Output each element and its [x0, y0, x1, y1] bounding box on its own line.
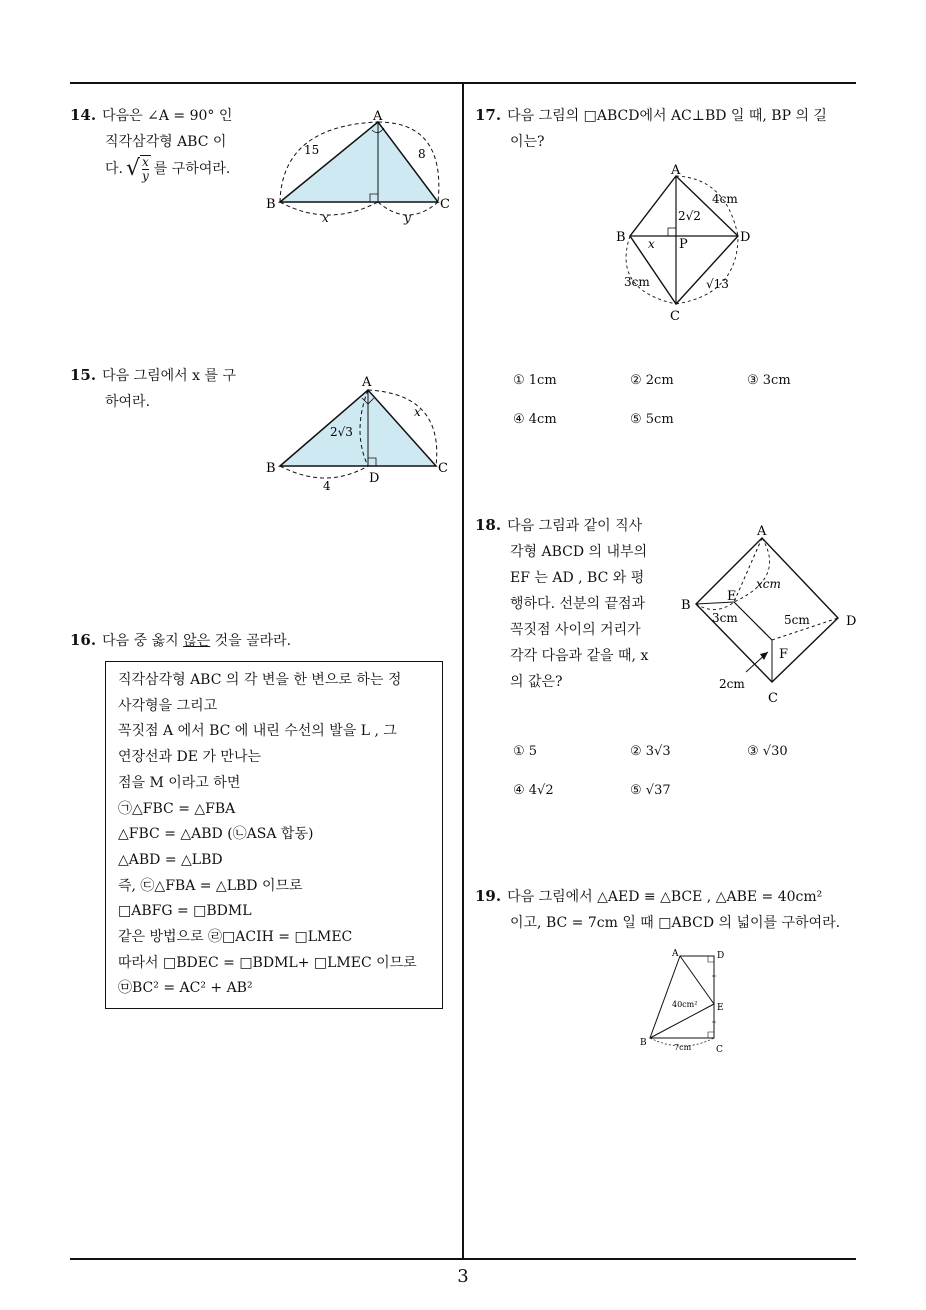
question-17	[475, 102, 865, 155]
proof-line: 직각삼각형 ABC 의 각 변을 한 변으로 하는 정	[118, 672, 402, 688]
label-A: A	[671, 163, 681, 178]
label-2cm: 2cm	[719, 677, 745, 691]
question-number: 16.	[70, 631, 97, 649]
label-C: C	[440, 197, 450, 212]
proof-line: △ABD = △LBD	[118, 851, 223, 868]
label-7cm: 7cm	[674, 1043, 692, 1052]
label-P: P	[679, 237, 688, 252]
q18-line: 행하다. 선분의 끝점과	[510, 596, 646, 612]
proof-line: □ABFG = □BDML	[118, 903, 252, 920]
q16-text-pre: 다음 중 옳지	[102, 633, 184, 649]
choice-4[interactable]: ④ 4cm	[513, 412, 557, 427]
label-A: A	[362, 375, 372, 390]
label-B: B	[266, 197, 276, 212]
label-C: C	[438, 461, 448, 476]
choice-2[interactable]: ② 3√3	[630, 744, 671, 759]
question-14	[70, 102, 260, 183]
choice-5[interactable]: ⑤ 5cm	[630, 412, 674, 427]
proof-line: △FBC = △ABD (㉡ASA 합동)	[118, 826, 314, 843]
question-15	[70, 362, 260, 415]
q14-triangle-figure	[262, 108, 462, 228]
label-4: 4	[323, 479, 331, 493]
q17-line2: 이는?	[510, 134, 545, 150]
choice-1[interactable]: ① 5	[513, 744, 538, 759]
label-C: C	[768, 691, 778, 706]
label-15: 15	[304, 143, 320, 157]
choice-3[interactable]: ③ 3cm	[747, 373, 791, 388]
q15-line1: 다음 그림에서 x 를 구	[102, 368, 236, 384]
choice-2[interactable]: ② 2cm	[630, 373, 674, 388]
label-x: x	[322, 211, 329, 225]
choice-5[interactable]: ⑤ √37	[630, 783, 671, 798]
label-5cm: 5cm	[784, 613, 810, 627]
page-number: 3	[457, 1266, 469, 1287]
label-D: D	[740, 230, 751, 245]
label-D: D	[846, 614, 857, 629]
question-number: 14.	[70, 106, 97, 124]
q18-line: 의 값은?	[510, 674, 563, 690]
label-F: F	[779, 647, 789, 662]
proof-line: 따라서 □BDEC = □BDML+ □LMEC 이므로	[118, 954, 417, 971]
frac-bot: y	[142, 169, 149, 183]
q18-line: 꼭짓점 사이의 거리가	[510, 622, 641, 638]
q16-text-under: 않은	[183, 633, 211, 649]
q18-line: 다음 그림과 같이 직사	[507, 518, 643, 534]
label-3cm: 3cm	[712, 611, 738, 625]
q14-line1: 다음은 ∠A = 90° 인	[102, 108, 233, 124]
q15-line2: 하여라.	[105, 394, 151, 410]
label-D: D	[717, 951, 725, 961]
q18-line: 각형 ABCD 의 내부의	[510, 544, 648, 560]
q18-line: 각각 다음과 같을 때, x	[510, 648, 649, 664]
frac-top: x	[142, 155, 149, 169]
sqrt-frac: √ x y	[125, 155, 149, 183]
label-y: y	[404, 211, 411, 225]
question-16	[70, 627, 450, 654]
label-E: E	[727, 589, 737, 604]
q19-line2: 이고, BC = 7cm 일 때 □ABCD 의 넓이를 구하여라.	[510, 915, 841, 931]
question-number: 15.	[70, 366, 97, 384]
question-number: 19.	[475, 887, 502, 905]
label-E: E	[717, 1003, 724, 1013]
label-area: 40cm²	[672, 1000, 698, 1009]
question-number: 18.	[475, 516, 502, 534]
label-D: D	[369, 471, 380, 486]
q18-rectangle-figure	[676, 518, 866, 710]
label-x: x	[414, 405, 421, 419]
q19-line1: 다음 그림에서 △AED ≡ △BCE , △ABE = 40cm²	[507, 889, 823, 905]
label-C: C	[670, 309, 680, 324]
choice-4[interactable]: ④ 4√2	[513, 783, 554, 798]
proof-line: 연장선과 DE 가 만나는	[118, 749, 261, 766]
q17-line1: 다음 그림의 □ABCD에서 AC⊥BD 일 때, BP 의 길	[507, 108, 827, 124]
proof-line: ㉤BC² = AC² + AB²	[118, 980, 253, 997]
label-root13: √13	[706, 277, 729, 291]
label-x: x	[648, 237, 655, 251]
label-h: 2√3	[330, 425, 353, 439]
q14-line3-pre: 다.	[105, 161, 123, 177]
q17-quadrilateral-figure	[608, 162, 758, 324]
proof-line: 꼭짓점 A 에서 BC 에 내린 수선의 발을 L , 그	[118, 723, 397, 740]
question-19	[475, 883, 875, 936]
q16-text-post: 것을 골라라.	[210, 633, 292, 649]
q18-line: EF 는 AD , BC 와 평	[510, 570, 645, 586]
q14-line2: 직각삼각형 ABC 이	[105, 134, 227, 150]
proof-line: 즉, ㉢△FBA = △LBD 이므로	[118, 877, 303, 894]
label-B: B	[681, 598, 691, 613]
question-18	[475, 512, 675, 695]
label-A: A	[672, 949, 679, 959]
q14-line3-post: 를 구하여라.	[153, 161, 231, 177]
proof-line: 같은 방법으로 ㉣□ACIH = □LMEC	[118, 929, 353, 946]
label-B: B	[616, 230, 626, 245]
label-8: 8	[418, 147, 426, 161]
column-divider	[462, 83, 464, 1259]
choice-3[interactable]: ③ √30	[747, 744, 788, 759]
label-3cm: 3cm	[624, 275, 650, 289]
proof-line: 사각형을 그리고	[118, 697, 218, 714]
label-B: B	[640, 1038, 647, 1048]
label-xcm: xcm	[756, 577, 781, 591]
question-number: 17.	[475, 106, 502, 124]
proof-box	[105, 661, 443, 1009]
proof-line: 점을 M 이라고 하면	[118, 774, 241, 791]
q19-trapezoid-figure	[632, 944, 742, 1059]
label-C: C	[716, 1045, 723, 1055]
label-B: B	[266, 461, 276, 476]
choice-1[interactable]: ① 1cm	[513, 373, 557, 388]
label-2root2: 2√2	[678, 209, 701, 223]
label-A: A	[373, 109, 383, 124]
label-A: A	[757, 524, 767, 539]
label-4cm: 4cm	[712, 192, 738, 206]
proof-line: ㉠△FBC = △FBA	[118, 800, 236, 817]
q15-triangle-figure	[262, 372, 462, 497]
